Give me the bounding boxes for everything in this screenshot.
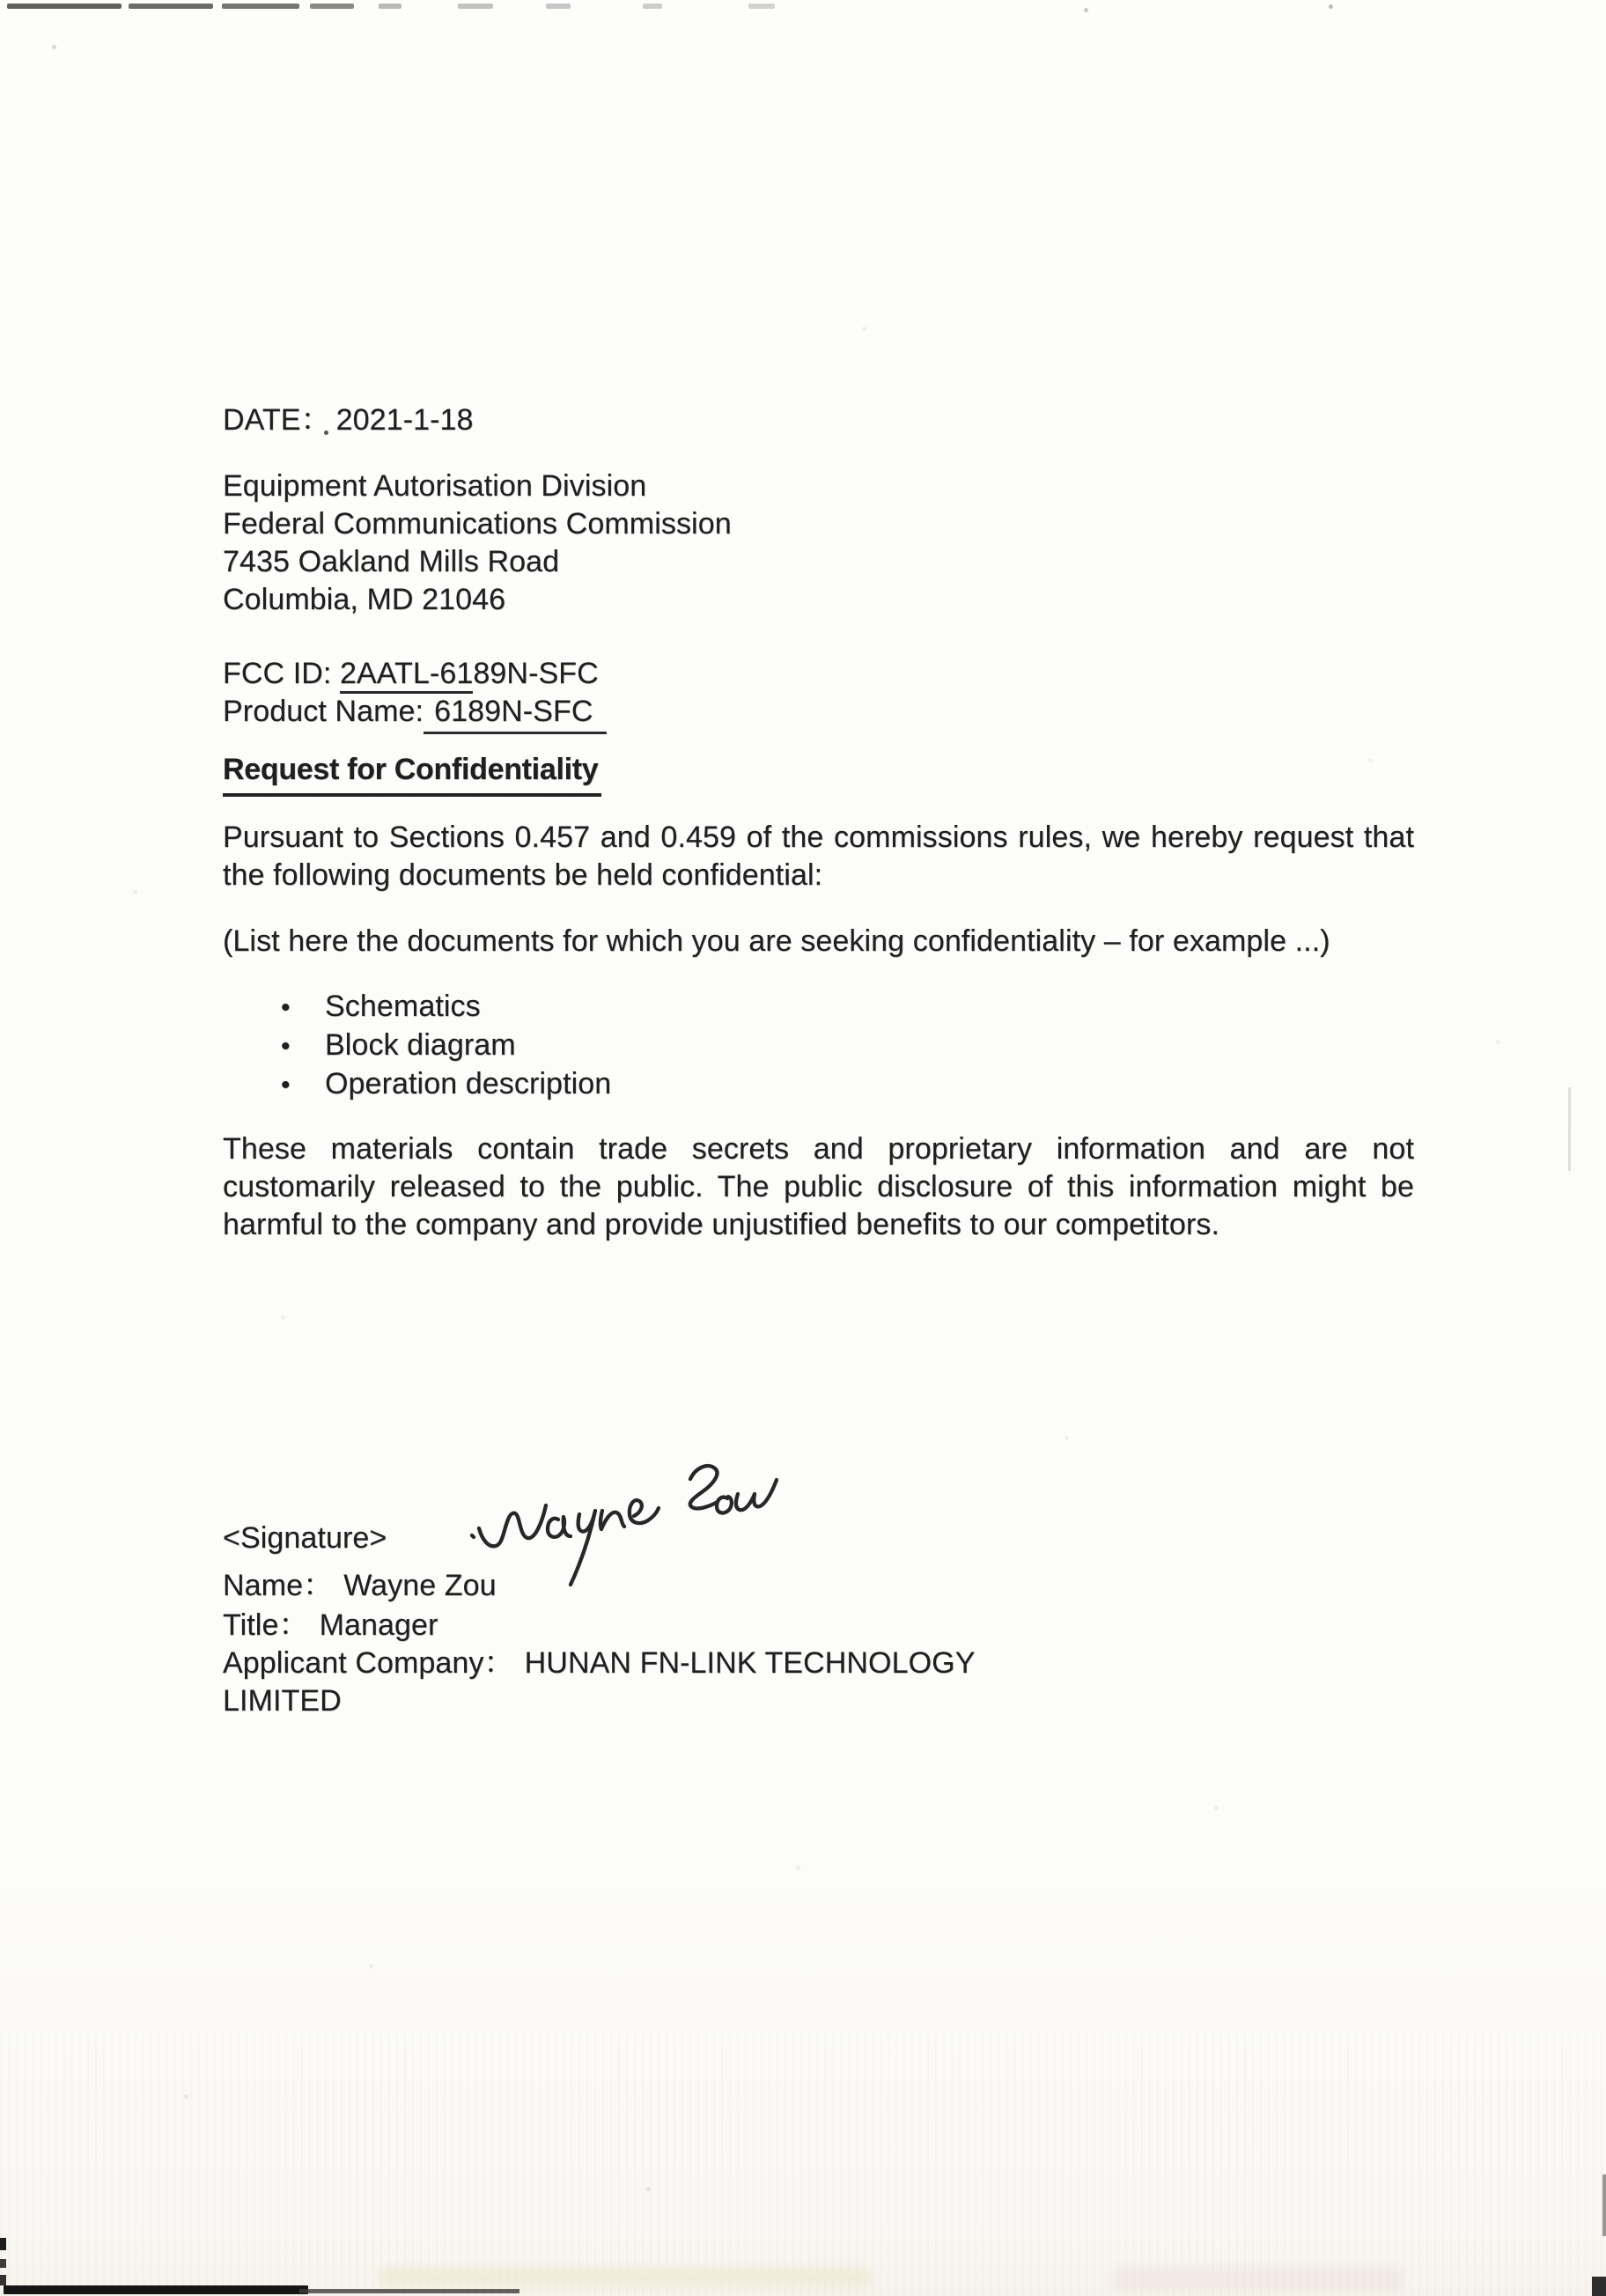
scan-artifact-corner: [1592, 2277, 1606, 2296]
bullet-label: Operation description: [325, 1067, 612, 1100]
paragraph-line: These materials contain trade secrets and proprietary information and are not: [223, 1132, 1414, 1166]
list-item: [223, 1027, 1414, 1065]
scan-crease: [1568, 1087, 1571, 1171]
scan-speckles: [0, 0, 3, 3]
materials-paragraph: [223, 1130, 1414, 1244]
scan-artifact-top-edge: [310, 4, 354, 9]
bullet-label: Block diagram: [325, 1028, 516, 1062]
list-note: (List here the documents for which you are seeking confidentiality – for example ...): [223, 924, 1330, 958]
confidential-documents-list: [223, 988, 1414, 1104]
date-line: [223, 401, 1414, 439]
scan-paper-texture: [0, 2032, 1606, 2296]
list-item: [223, 988, 1414, 1027]
company-row-continued: LIMITED: [223, 1684, 342, 1718]
scan-artifact-top-edge: [379, 4, 402, 9]
paragraph-line: customarily released to the public. The public disclosure of this information might be: [223, 1170, 1414, 1203]
scan-smudge: [379, 2266, 872, 2289]
scan-artifact-top-edge: [129, 4, 213, 9]
scan-artifact-top-edge: [643, 4, 662, 9]
company-row: [223, 1645, 1414, 1682]
paragraph-line: Pursuant to Sections 0.457 and 0.459 of the commissions rules, we hereby request that: [223, 821, 1414, 854]
section-heading-row: [223, 751, 1414, 797]
scan-artifact-top-edge: [546, 4, 571, 9]
list-item: [223, 1065, 1414, 1104]
fcc-id-rest: 89N-SFC: [473, 657, 599, 690]
scan-artifact-left-edge: [0, 2259, 6, 2268]
scan-artifact-bottom-bar: [4, 2285, 308, 2294]
recipient-city: Columbia, MD 21046: [223, 583, 506, 616]
fcc-id-underlined: 2AATL-61: [340, 657, 473, 694]
name-label: Name：: [223, 1569, 334, 1602]
fcc-id-label: FCC ID:: [223, 657, 341, 690]
bullet-label: Schematics: [325, 990, 481, 1023]
scan-artifact-right-edge: [1602, 2175, 1606, 2236]
scan-artifact-left-edge: [0, 2238, 6, 2250]
title-row: [223, 1607, 1414, 1645]
bullet-icon: •: [281, 993, 291, 1022]
date-label: DATE：: [223, 403, 331, 437]
company-label: Applicant Company：: [223, 1646, 514, 1680]
title-value: Manager: [319, 1608, 438, 1642]
product-name-line: [223, 693, 1414, 731]
bullet-icon: •: [281, 1032, 291, 1061]
company-value: HUNAN FN-LINK TECHNOLOGY: [524, 1646, 976, 1680]
scan-smudge: [1113, 2266, 1403, 2292]
identification-block: [223, 655, 1414, 731]
recipient-agency: Federal Communications Commission: [223, 507, 732, 541]
scan-artifact-top-edge: [7, 4, 122, 9]
name-row: [223, 1567, 1414, 1605]
paragraph-line: harmful to the company and provide unjustified benefits to our competitors.: [223, 1208, 1220, 1241]
scan-artifact-top-edge: [458, 4, 493, 9]
fcc-id-line: [223, 655, 1414, 693]
name-value: Wayne Zou: [343, 1569, 497, 1602]
scan-artifact-left-edge: [0, 2275, 6, 2285]
paragraph-line: the following documents be held confidential:: [223, 858, 823, 892]
recipient-division: Equipment Autorisation Division: [223, 469, 647, 503]
scan-artifact-top-edge: [222, 4, 299, 9]
recipient-address: [223, 467, 1414, 619]
product-name-label: Product Name:: [223, 695, 424, 728]
pursuant-paragraph: [223, 819, 1414, 894]
title-label: Title：: [223, 1608, 309, 1642]
page-title: Request for Confidentiality: [223, 751, 601, 797]
date-value: 2021-1-18: [335, 403, 474, 437]
signature-placeholder: <Signature>: [223, 1521, 387, 1555]
scan-artifact-bottom-bar: [299, 2289, 519, 2293]
product-name-value: 6189N-SFC: [424, 695, 607, 734]
bullet-icon: •: [281, 1071, 291, 1100]
scan-artifact-top-edge: [748, 4, 775, 9]
recipient-street: 7435 Oakland Mills Road: [223, 545, 560, 578]
